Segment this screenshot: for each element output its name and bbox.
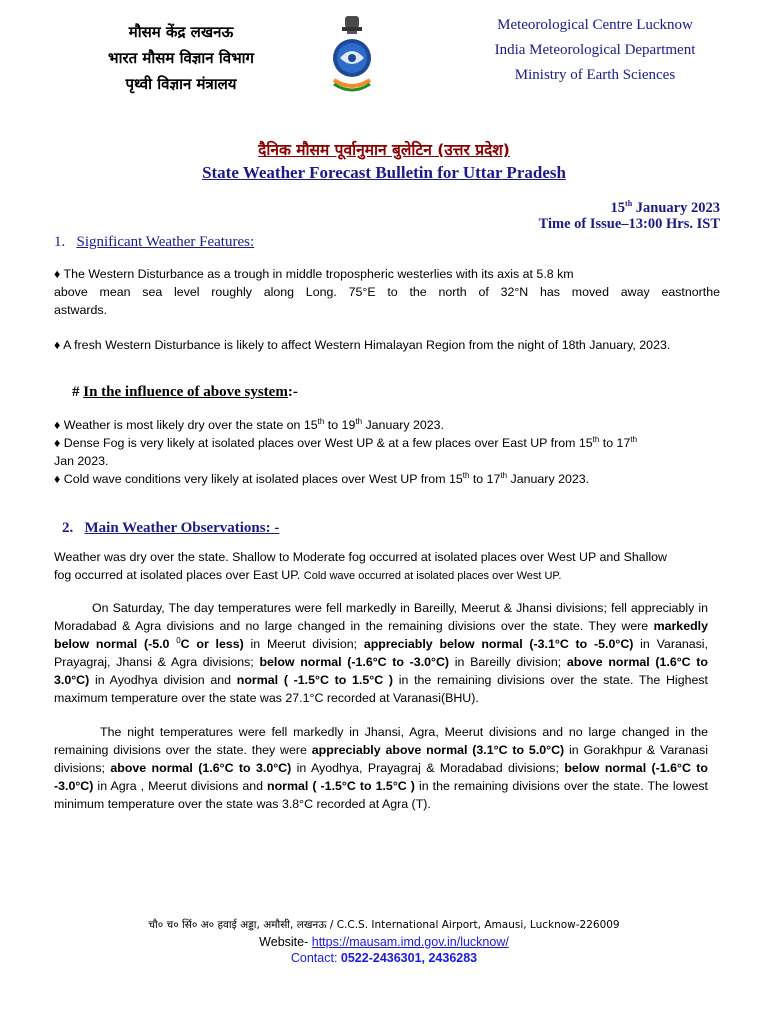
section-2-intro-c: Cold wave occurred at isolated places over West UP. — [303, 570, 562, 582]
night-text-4: in Agra , Meerut divisions and — [93, 779, 268, 793]
influence-b2-mid: to 17 — [599, 436, 631, 450]
section-1-para-2: ♦ A fresh Western Disturbance is likely to affect Western Himalayan Region from the night of 18th January, 2023. — [54, 338, 671, 352]
night-text-1: The night temperatures were fell markedly in Jhansi, Agra, Meerut divisions and no large changed in the remaining divisions over the state. they were — [54, 725, 708, 757]
hindi-org-line-1: मौसम केंद्र लखनऊ — [128, 23, 234, 41]
issue-day-suffix: th — [625, 199, 633, 209]
section-2-title: Main Weather Observations: - — [84, 520, 280, 536]
day-text-5: in Ayodhya division and — [89, 673, 237, 687]
footer-contact — [0, 951, 768, 965]
section-2-intro-b: fog occurred at isolated places over East UP. — [54, 568, 304, 582]
day-text-2: in Meerut division; — [243, 637, 364, 651]
influence-b1-post: January 2023. — [362, 418, 445, 432]
day-text-3: in Varanasi, Prayagraj, Jhansi & Agra divisions; — [54, 637, 709, 669]
issue-time: Time of Issue–13:00 Hrs. IST — [538, 216, 720, 232]
hindi-org-line-2: भारत मौसम विज्ञान विभाग — [108, 49, 254, 67]
eng-org-line-3: Ministry of Earth Sciences — [514, 67, 676, 83]
influence-b3-pre: ♦ Cold wave conditions very likely at isolated places over West UP from 15 — [54, 472, 463, 486]
night-text-2: in Gorakhpur & Varanasi divisions; — [54, 743, 709, 775]
influence-b2-post: Jan 2023. — [54, 454, 109, 468]
day-bold-1b: C or less) — [180, 637, 244, 651]
contact-numbers: 0522-2436301, 2436283 — [340, 951, 478, 965]
section-2-intro-a: Weather was dry over the state. Shallow to Moderate fog occurred at isolated places over West UP and Shallow — [54, 550, 667, 564]
section-1-title: Significant Weather Features: — [76, 234, 255, 250]
eng-org-line-1: Meteorological Centre Lucknow — [497, 17, 693, 33]
influence-b3-post: January 2023. — [507, 472, 590, 486]
issue-month-year: January 2023 — [632, 200, 720, 216]
section-2-intro — [54, 548, 734, 585]
night-bold-1: appreciably above normal (3.1°C to 5.0°C) — [311, 743, 565, 757]
night-temperatures-paragraph — [54, 723, 708, 813]
section-1-para-1-line-3: astwards. — [54, 303, 108, 317]
influence-suffix: :- — [287, 384, 298, 400]
imd-emblem-icon — [330, 14, 374, 96]
sup-th: th — [500, 470, 508, 480]
influence-b2-pre: ♦ Dense Fog is very likely at isolated places over West UP & at a few places over East UP from 15 — [54, 436, 593, 450]
sup-th: th — [317, 416, 325, 426]
day-bold-3: below normal (-1.6°C to -3.0°C) — [259, 655, 450, 669]
contact-label: Contact: — [290, 951, 341, 965]
day-bold-2: appreciably below normal (-3.1°C to -5.0°C) — [363, 637, 634, 651]
sup-th: th — [630, 434, 638, 444]
influence-bullet-3 — [54, 470, 734, 488]
section-1-para-1-line-2: above mean sea level roughly along Long. 75°E to the north of 32°N has moved away eastnorthe — [54, 285, 720, 299]
influence-b1-mid: to 19 — [324, 418, 356, 432]
website-link[interactable]: https://mausam.imd.gov.in/lucknow/ — [311, 935, 509, 949]
day-sup-degree: 0 — [176, 635, 181, 645]
eng-org-line-2: India Meteorological Department — [494, 42, 696, 58]
influence-bullet-1 — [54, 416, 734, 434]
section-2-number: 2. — [62, 520, 74, 536]
sup-th: th — [355, 416, 363, 426]
day-bold-4: above normal (1.6°C to 3.0°C) — [54, 655, 708, 687]
night-bold-3: below normal (-1.6°C to -3.0°C) — [54, 761, 708, 793]
section-2-heading — [62, 520, 279, 537]
issue-day: 15 — [610, 200, 626, 216]
day-text-4: in Bareilly division; — [449, 655, 567, 669]
bulletin-title-english: State Weather Forecast Bulletin for Uttar Pradesh — [202, 163, 566, 182]
sup-th: th — [592, 434, 600, 444]
section-1-heading — [54, 234, 254, 251]
night-text-5: in the remaining divisions over the state. The lowest minimum temperature over the state was 3.8°C recorded at Agra (T). — [54, 779, 708, 811]
day-bold-5: normal ( -1.5°C to 1.5°C ) — [236, 673, 394, 687]
day-text-1: On Saturday, The day temperatures were fell markedly in Bareilly, Meerut & Jhansi divisions; fell appreciably in Moradabad & Agra divisions and no large changed in the remaining divisions over the state. They were — [54, 601, 708, 633]
influence-heading — [72, 384, 298, 401]
day-text-6: in the remaining divisions over the state. The Highest maximum temperature over the state was 27.1°C recorded at Varanasi(BHU). — [54, 673, 709, 705]
footer-website — [0, 935, 768, 949]
day-temperatures-paragraph — [54, 599, 708, 707]
influence-title: In the influence of above system — [83, 384, 288, 400]
influence-bullet-2 — [54, 434, 734, 470]
issue-date — [611, 200, 720, 217]
footer-address: चौ० च० सिं० अ० हवाई अड्डा, अमौसी, लखनऊ / C.C.S. International Airport, Amausi, Lucknow-226009 — [148, 919, 620, 931]
website-label: Website- — [259, 935, 312, 949]
section-1-number: 1. — [54, 234, 66, 250]
sup-th: th — [462, 470, 470, 480]
bulletin-title-hindi: दैनिक मौसम पूर्वानुमान बुलेटिन (उत्तर प्रदेश) — [258, 141, 510, 159]
day-bold-1: markedly below normal (-5.0 — [54, 619, 708, 651]
section-1-para-1 — [54, 265, 720, 319]
night-text-3: in Ayodhya, Prayagraj & Moradabad divisions; — [291, 761, 565, 775]
night-bold-2: above normal (1.6°C to 3.0°C) — [110, 761, 292, 775]
influence-b1-pre: ♦ Weather is most likely dry over the state on 15 — [54, 418, 318, 432]
influence-b3-mid: to 17 — [469, 472, 501, 486]
hindi-org-line-3: पृथ्वी विज्ञान मंत्रालय — [125, 75, 237, 93]
influence-hash: # — [72, 384, 84, 400]
night-bold-4: normal ( -1.5°C to 1.5°C ) — [267, 779, 415, 793]
section-1-para-1-line-1: ♦ The Western Disturbance as a trough in middle tropospheric westerlies with its axis at 5.8 km — [54, 267, 574, 281]
